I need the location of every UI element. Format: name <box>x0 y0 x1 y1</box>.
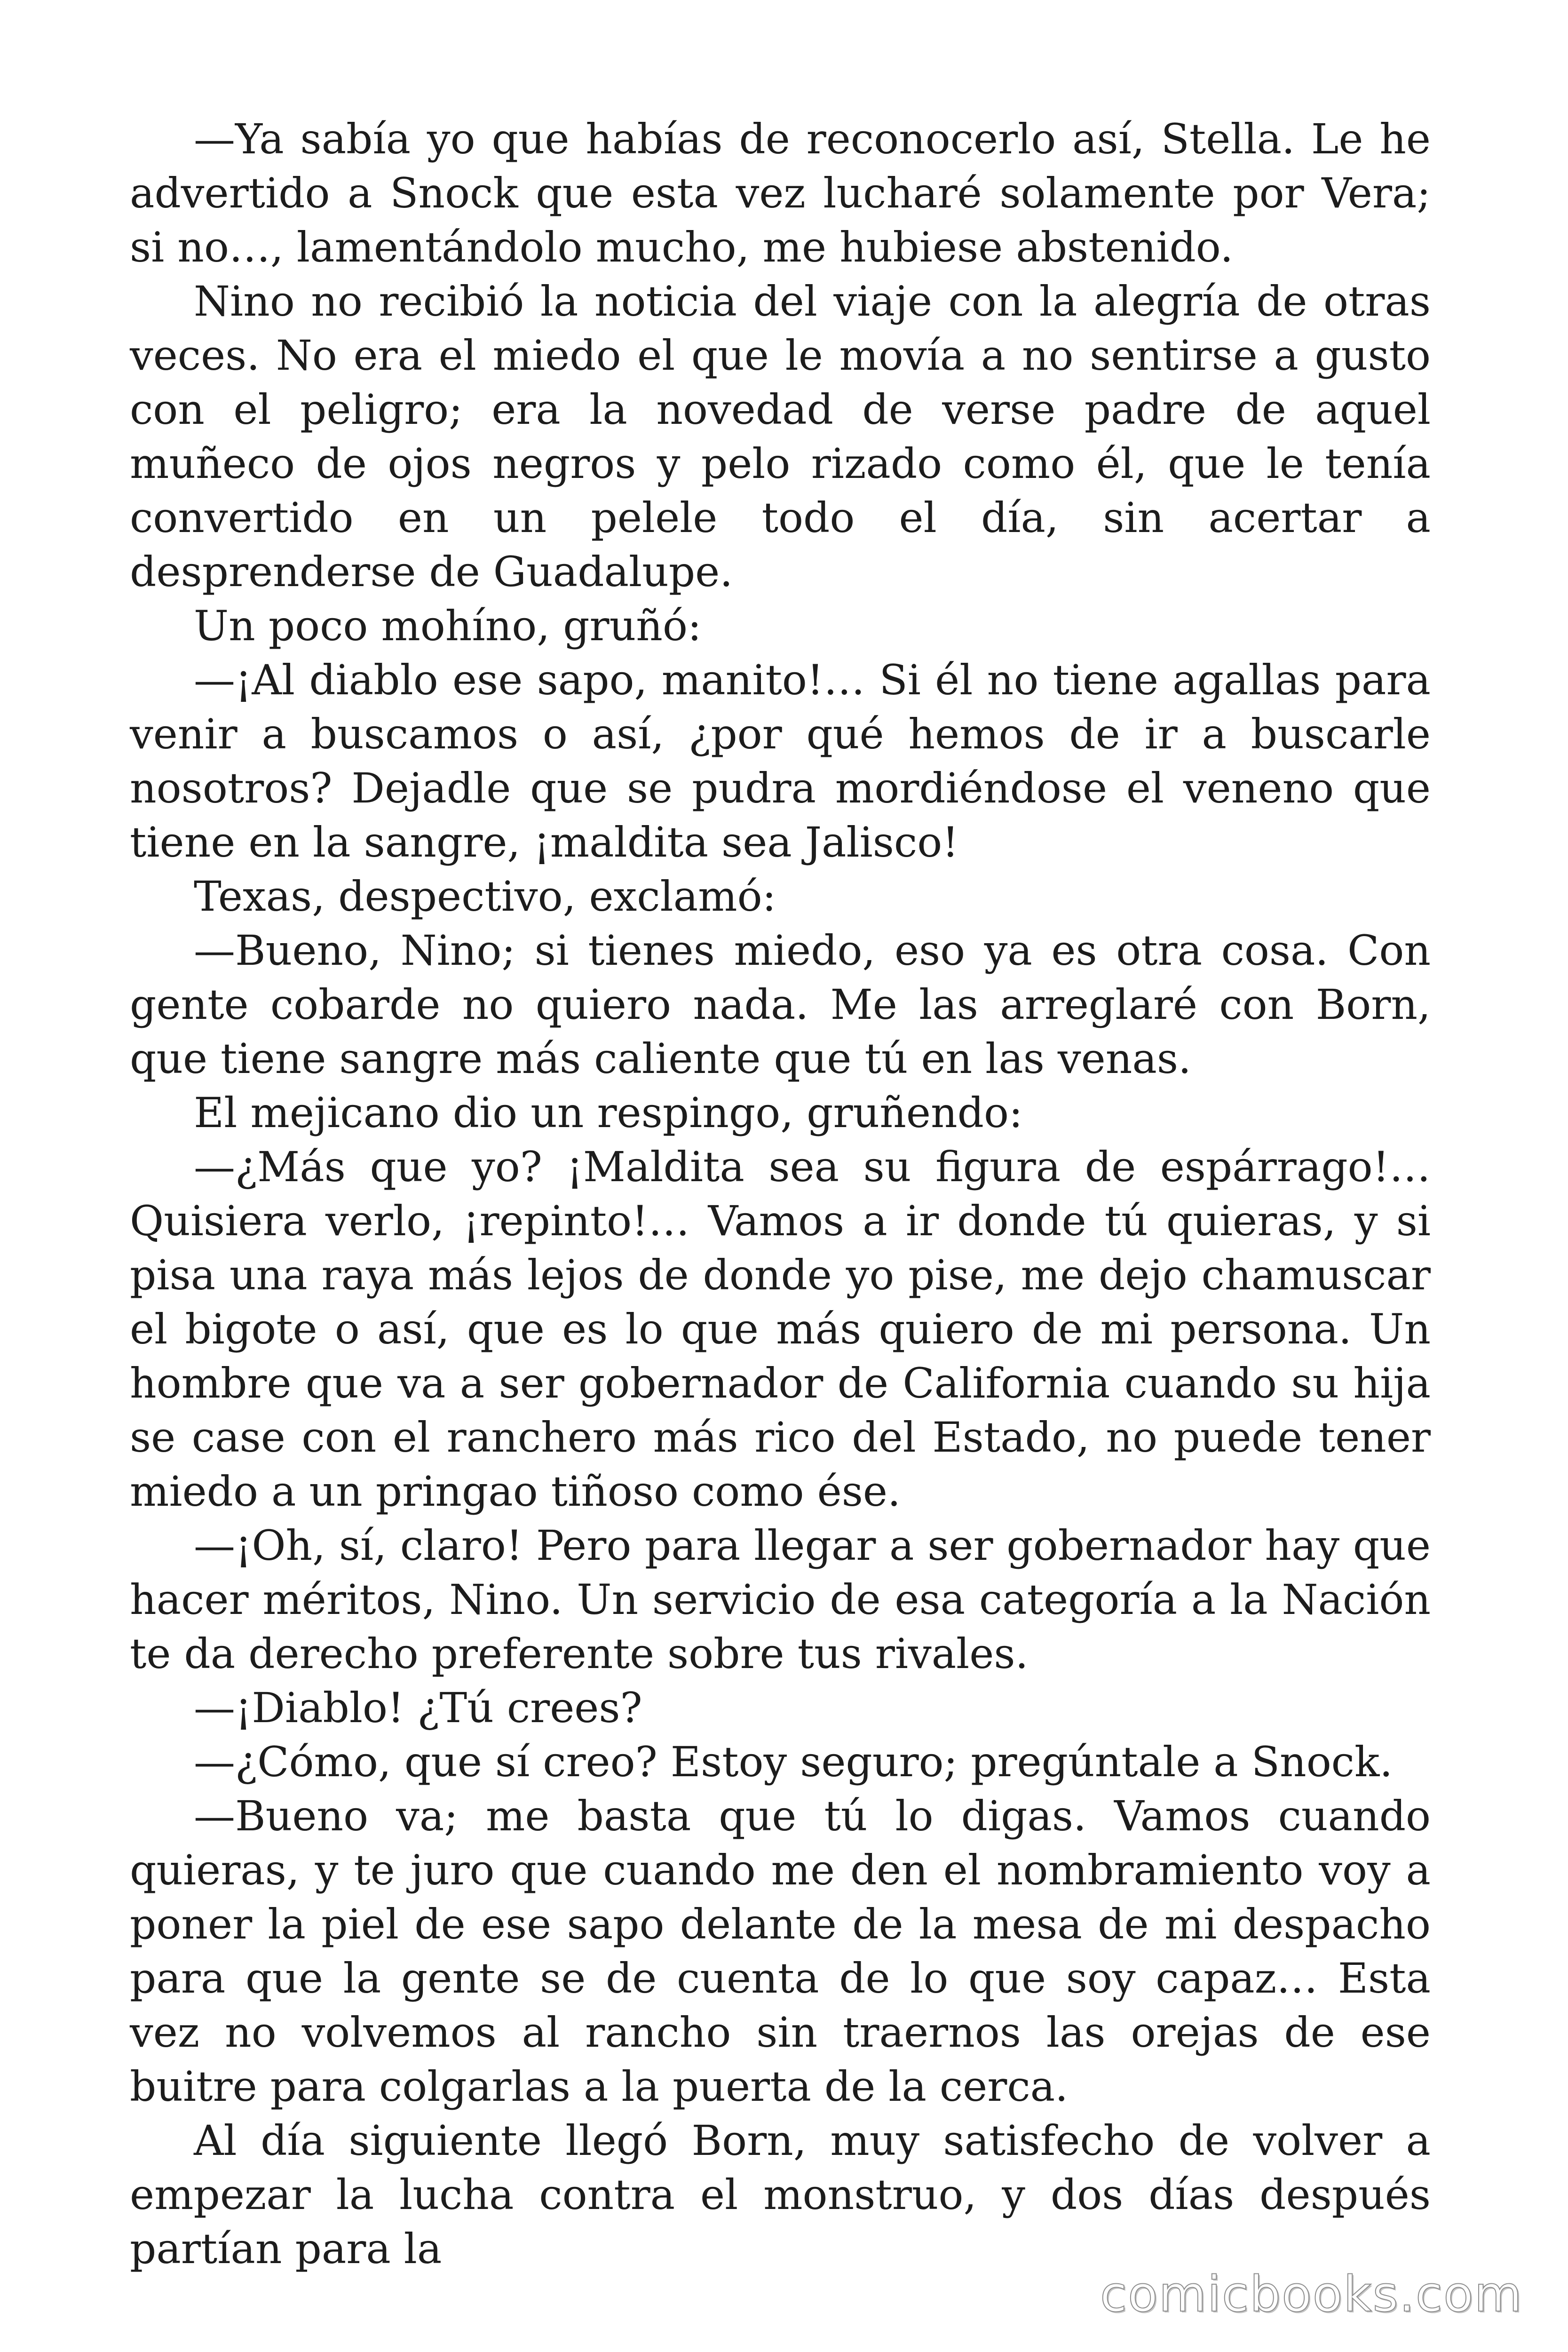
paragraph-10: —¡Diablo! ¿Tú crees? <box>194 1684 642 1732</box>
paragraph-13: Al día siguiente llegó Born, muy satisfecho de volver a empezar la lucha contra el monstruo, y dos días después partían para la <box>130 2116 1431 2273</box>
paragraph-8: —¿Más que yo? ¡Maldita sea su figura de espárrago!… Quisiera verlo, ¡repinto!… Vamos a ir donde tú quieras, y si pisa una raya más lejos de donde yo pise, me dejo chamuscar el bigote o así, que es lo que más quiero de mi persona. Un hombre que va a ser gobernador de California cuando su hija se case con el ranchero más rico del Estado, no puede tener miedo a un pringao tiñoso como ése. <box>130 1143 1431 1516</box>
paragraph-3: Un poco mohíno, gruñó: <box>194 602 702 650</box>
paragraph-5: Texas, despectivo, exclamó: <box>194 872 776 921</box>
paragraph-1: —Ya sabía yo que habías de reconocerlo así, Stella. Le he advertido a Snock que esta vez lucharé solamente por Vera; si no…, lamentándolo mucho, me hubiese abstenido. <box>130 115 1431 271</box>
book-page-text <box>130 112 1431 2276</box>
paragraph-9: —¡Oh, sí, claro! Pero para llegar a ser gobernador hay que hacer méritos, Nino. Un servicio de esa categoría a la Nación te da derecho preferente sobre tus rivales. <box>130 1521 1431 1678</box>
site-watermark: comicbooks.com <box>1100 2265 1523 2323</box>
paragraph-7: El mejicano dio un respingo, gruñendo: <box>194 1089 1023 1137</box>
paragraph-2: Nino no recibió la noticia del viaje con la alegría de otras veces. No era el miedo el que le movía a no sentirse a gusto con el peligro; era la novedad de verse padre de aquel muñeco de ojos negros y pelo rizado como él, que le tenía convertido en un pelele todo el día, sin acertar a desprenderse de Guadalupe. <box>130 277 1431 596</box>
paragraph-11: —¿Cómo, que sí creo? Estoy seguro; pregúntale a Snock. <box>194 1738 1393 1786</box>
paragraph-6: —Bueno, Nino; si tienes miedo, eso ya es otra cosa. Con gente cobarde no quiero nada. Me las arreglaré con Born, que tiene sangre más caliente que tú en las venas. <box>130 926 1431 1083</box>
paragraph-12: —Bueno va; me basta que tú lo digas. Vamos cuando quieras, y te juro que cuando me den el nombramiento voy a poner la piel de ese sapo delante de la mesa de mi despacho para que la gente se de cuenta de lo que soy capaz… Esta vez no volvemos al rancho sin traernos las orejas de ese buitre para colgarlas a la puerta de la cerca. <box>130 1792 1431 2111</box>
paragraph-4: —¡Al diablo ese sapo, manito!… Si él no tiene agallas para venir a buscamos o así, ¿por qué hemos de ir a buscarle nosotros? Dejadle que se pudra mordiéndose el veneno que tiene en la sangre, ¡maldita sea Jalisco! <box>130 656 1431 866</box>
